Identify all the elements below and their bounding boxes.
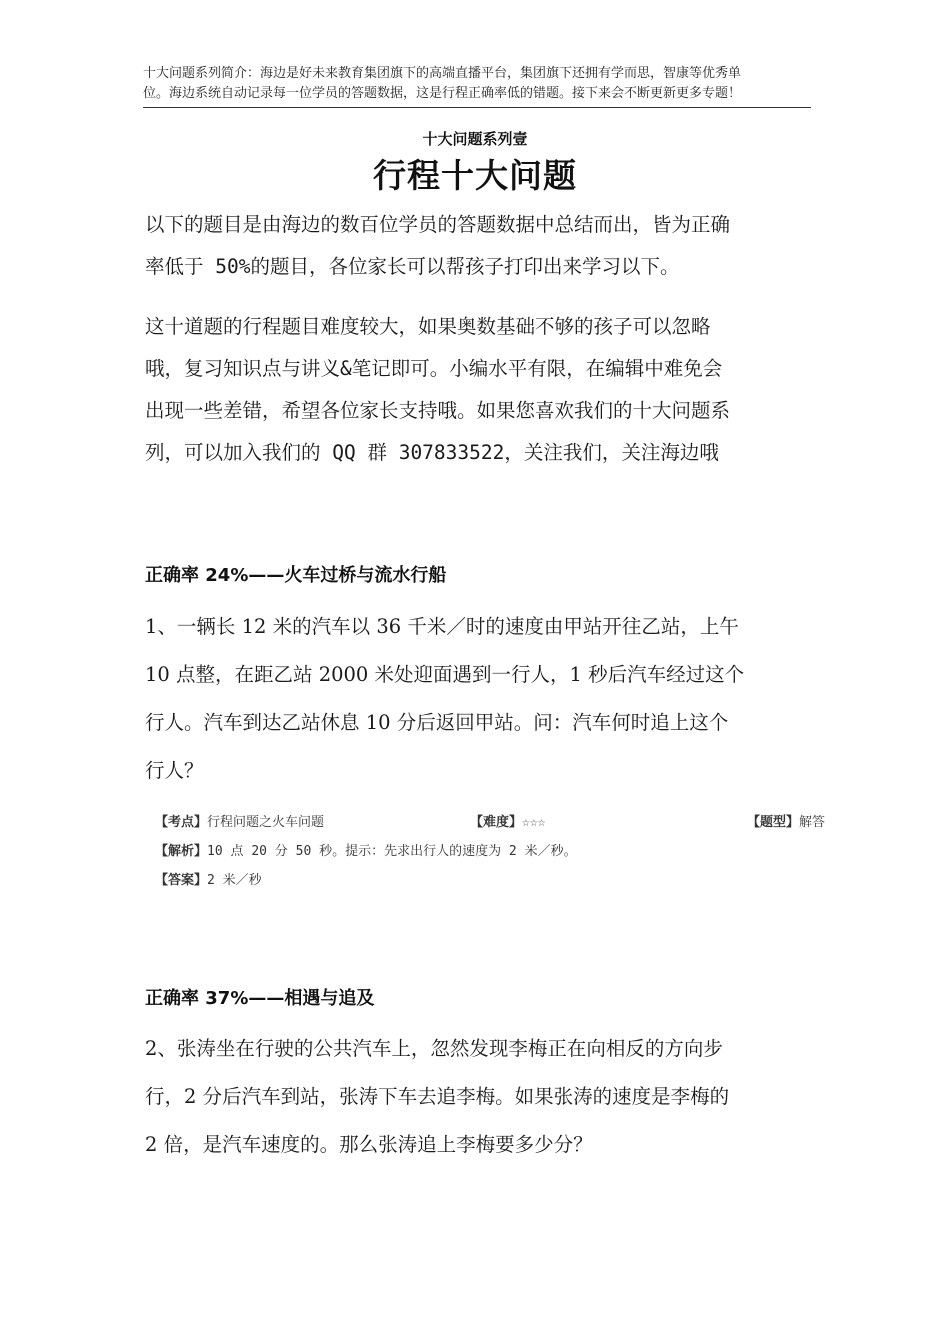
- question-2: [145, 1025, 815, 1169]
- intro-line: 率低于 50%的题目，各位家长可以帮孩子打印出来学习以下。: [145, 255, 680, 278]
- intro-line: 这十道题的行程题目难度较大，如果奥数基础不够的孩子可以忽略: [145, 315, 711, 338]
- intro-line: 哦，复习知识点与讲义&笔记即可。小编水平有限，在编辑中难免会: [145, 357, 723, 380]
- page-title: 行程十大问题: [373, 156, 577, 195]
- jiexi-value: 10 点 20 分 50 秒。提示：先求出行人的速度为 2 米／秒。: [207, 844, 577, 859]
- question-line: 行人。汽车到达乙站休息 10 分后返回甲站。问：汽车何时追上这个: [145, 711, 729, 734]
- question-line: 2 倍，是汽车速度的。那么张涛追上李梅要多少分？: [145, 1133, 593, 1156]
- intro-line: 出现一些差错，希望各位家长支持哦。如果您喜欢我们的十大问题系: [145, 399, 731, 422]
- question-line: 1、一辆长 12 米的汽车以 36 千米／时的速度由甲站开往乙站，上午: [145, 615, 739, 638]
- intro-paragraph-1: [145, 204, 810, 288]
- header-note-line: 位。海边系统自动记录每一位学员的答题数据，这是行程正确率低的错题。接下来会不断更新更多专题！: [143, 86, 742, 101]
- question-line: 10 点整，在距乙站 2000 米处迎面遇到一行人，1 秒后汽车经过这个: [145, 663, 745, 686]
- kaodian: [155, 815, 324, 830]
- intro-paragraph-2: [145, 306, 810, 474]
- intro-line: 列，可以加入我们的 QQ 群 307833522，关注我们，关注海边哦: [145, 441, 719, 464]
- kaodian-value: 行程问题之火车问题: [207, 815, 325, 830]
- daan-label: 【答案】: [155, 873, 208, 888]
- intro-line: 以下的题目是由海边的数百位学员的答题数据中总结而出，皆为正确: [145, 213, 731, 236]
- difficulty-stars: ☆☆☆: [522, 815, 546, 830]
- question-line: 行，2 分后汽车到站，张涛下车去追李梅。如果张涛的速度是李梅的: [145, 1085, 730, 1108]
- question-1: [145, 603, 815, 795]
- tixing: [747, 808, 825, 837]
- meta-row: [155, 866, 855, 895]
- header-note-line: 十大问题系列简介：海边是好未来教育集团旗下的高端直播平台，集团旗下还拥有学而思，智康等优秀单: [143, 66, 742, 81]
- section-title: 正确率 37%——相遇与追及: [145, 988, 375, 1009]
- question-1-meta: [155, 808, 855, 895]
- tixing-label: 【题型】: [747, 815, 800, 830]
- question-line: 行人？: [145, 759, 204, 782]
- daan-value: 2 米／秒: [207, 873, 262, 888]
- kaodian-label: 【考点】: [155, 815, 208, 830]
- jiexi-label: 【解析】: [155, 844, 208, 859]
- nandu: [470, 808, 546, 837]
- series-subtitle: 十大问题系列壹: [422, 130, 528, 148]
- nandu-label: 【难度】: [470, 815, 523, 830]
- meta-row: [155, 808, 855, 837]
- series-intro-header: [143, 64, 811, 104]
- section-title: 正确率 24%——火车过桥与流水行船: [145, 565, 447, 586]
- question-line: 2、张涛坐在行驶的公共汽车上，忽然发现李梅正在向相反的方向步: [145, 1037, 723, 1060]
- header-divider: [143, 107, 811, 108]
- meta-row: [155, 837, 855, 866]
- tixing-value: 解答: [799, 815, 826, 830]
